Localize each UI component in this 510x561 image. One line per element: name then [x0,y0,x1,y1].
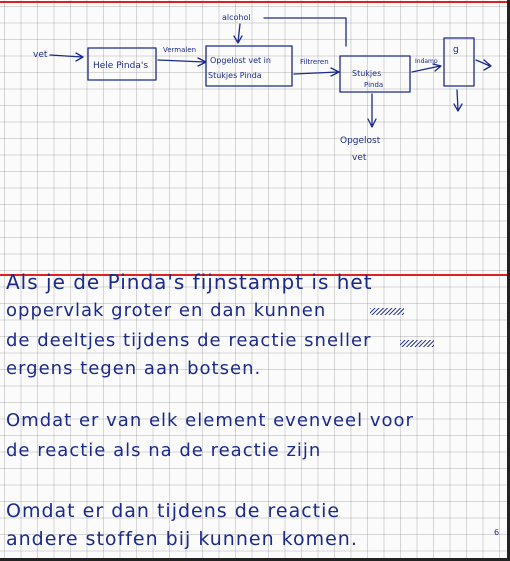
box2-label-line1: Opgelost vet in [210,56,271,65]
answer-line-4: ergens tegen aan botsen. [6,358,262,379]
top-label: alcohol [222,13,251,22]
box-g [444,38,474,86]
answer-line-6: de reactie als na de reactie zijn [6,440,322,461]
input-arrow [50,53,83,61]
arrow1-label: Vermalen [163,46,197,54]
arrow3-label: Indamp [415,58,438,65]
answer-line-3: de deeltjes tijdens de reactie sneller [6,330,372,351]
answer-line-7: Omdat er dan tijdens de reactie [6,500,341,522]
scratch-out-1 [370,308,404,315]
margin-number: 6 [494,528,500,537]
answer-line-5: Omdat er van elk element evenveel voor [6,410,414,431]
box-opgelost-vet [206,46,292,86]
box3-label-line1: Stukjes [352,69,382,78]
arrow-vermalen [158,58,206,66]
arrow-down-output [368,94,376,127]
box2-label-line2: Stukjes Pinda [208,71,262,80]
process-diagram [0,0,510,275]
output-label-line2: vet [352,153,367,163]
arrow-filtreren [294,68,339,76]
arrow2-label: Filtreren [300,58,329,66]
top-connector [264,18,346,46]
answer-line-8: andere stoffen bij kunnen komen. [6,528,358,550]
arrow-indamp [412,64,441,72]
box1-label: Hele Pinda's [93,61,149,71]
answer-line-2: oppervlak groter en dan kunnen [6,300,327,321]
down-arrow-right [454,90,462,111]
alcohol-arrow [234,24,242,43]
input-label: vet [33,50,48,60]
scratch-out-2 [400,340,434,347]
right-arrow [476,60,491,70]
output-label-line1: Opgelost [340,136,381,146]
answer-line-1: Als je de Pinda's fijnstampt is het [6,270,373,294]
box3-label-line2: Pinda [364,81,384,89]
box4-label: g [453,45,459,55]
